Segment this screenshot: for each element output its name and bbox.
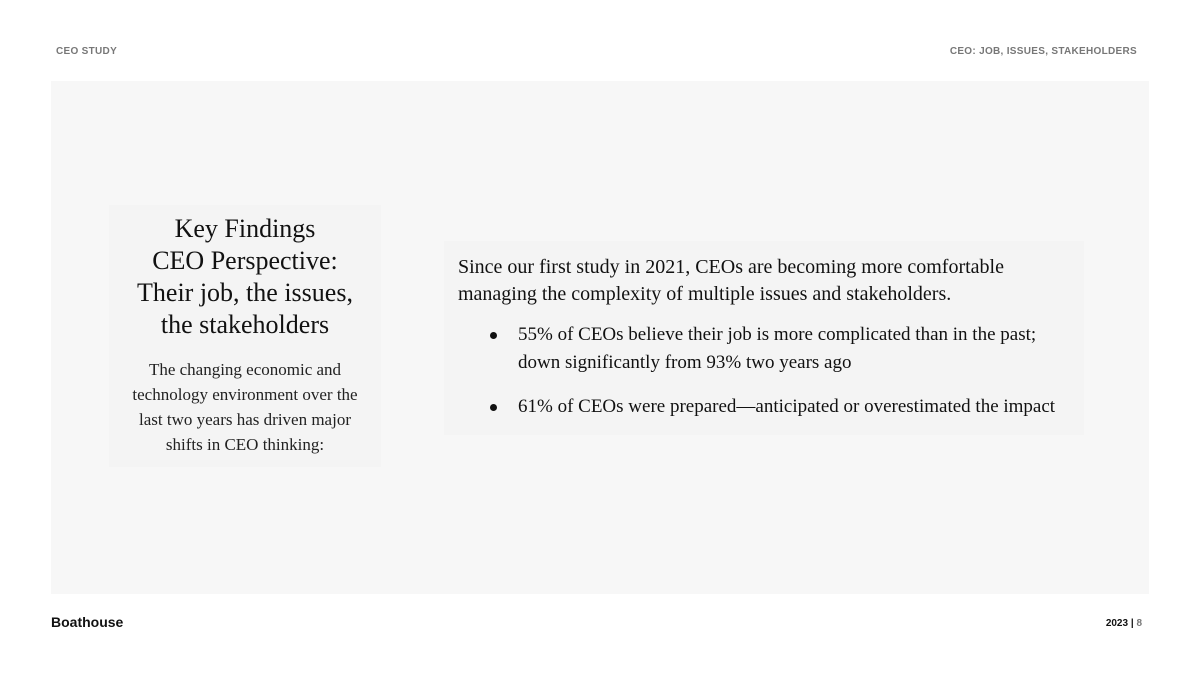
page-info	[1106, 618, 1142, 629]
bullet-dot-icon	[490, 404, 497, 411]
bullet-text: 55% of CEOs believe their job is more complicated than in the past; down significantly from 93% two years ago	[518, 324, 1037, 373]
year-label: 2023	[1105, 618, 1129, 629]
bullet-dot-icon	[490, 332, 497, 339]
key-findings-body: The changing economic and technology environment over the last two years has driven major shifts in CEO thinking:	[132, 360, 358, 454]
findings-bullet-list	[490, 321, 1080, 421]
title-line-key-findings: Key Findings	[174, 214, 316, 243]
title-line-stakeholders: the stakeholders	[160, 310, 330, 339]
page-separator: |	[1130, 618, 1134, 629]
intro-paragraph: Since our first study in 2021, CEOs are becoming more comfortable managing the complexity of multiple issues and stakeholders.	[458, 256, 1004, 305]
findings-detail-box	[444, 241, 1084, 435]
key-findings-box	[109, 205, 381, 467]
content-panel	[51, 81, 1149, 594]
page-number: 8	[1136, 618, 1142, 629]
brand-logo: Boathouse	[51, 614, 124, 630]
title-line-ceo-perspective: CEO Perspective:	[152, 246, 338, 275]
bullet-item	[490, 393, 1080, 421]
key-findings-title	[109, 213, 381, 341]
bullet-item	[490, 321, 1080, 377]
bullet-text: 61% of CEOs were prepared—anticipated or overestimated the impact	[518, 396, 1056, 417]
section-label: CEO: JOB, ISSUES, STAKEHOLDERS	[949, 46, 1137, 57]
study-label: CEO STUDY	[56, 46, 118, 57]
title-line-job-issues: Their job, the issues,	[137, 278, 353, 307]
